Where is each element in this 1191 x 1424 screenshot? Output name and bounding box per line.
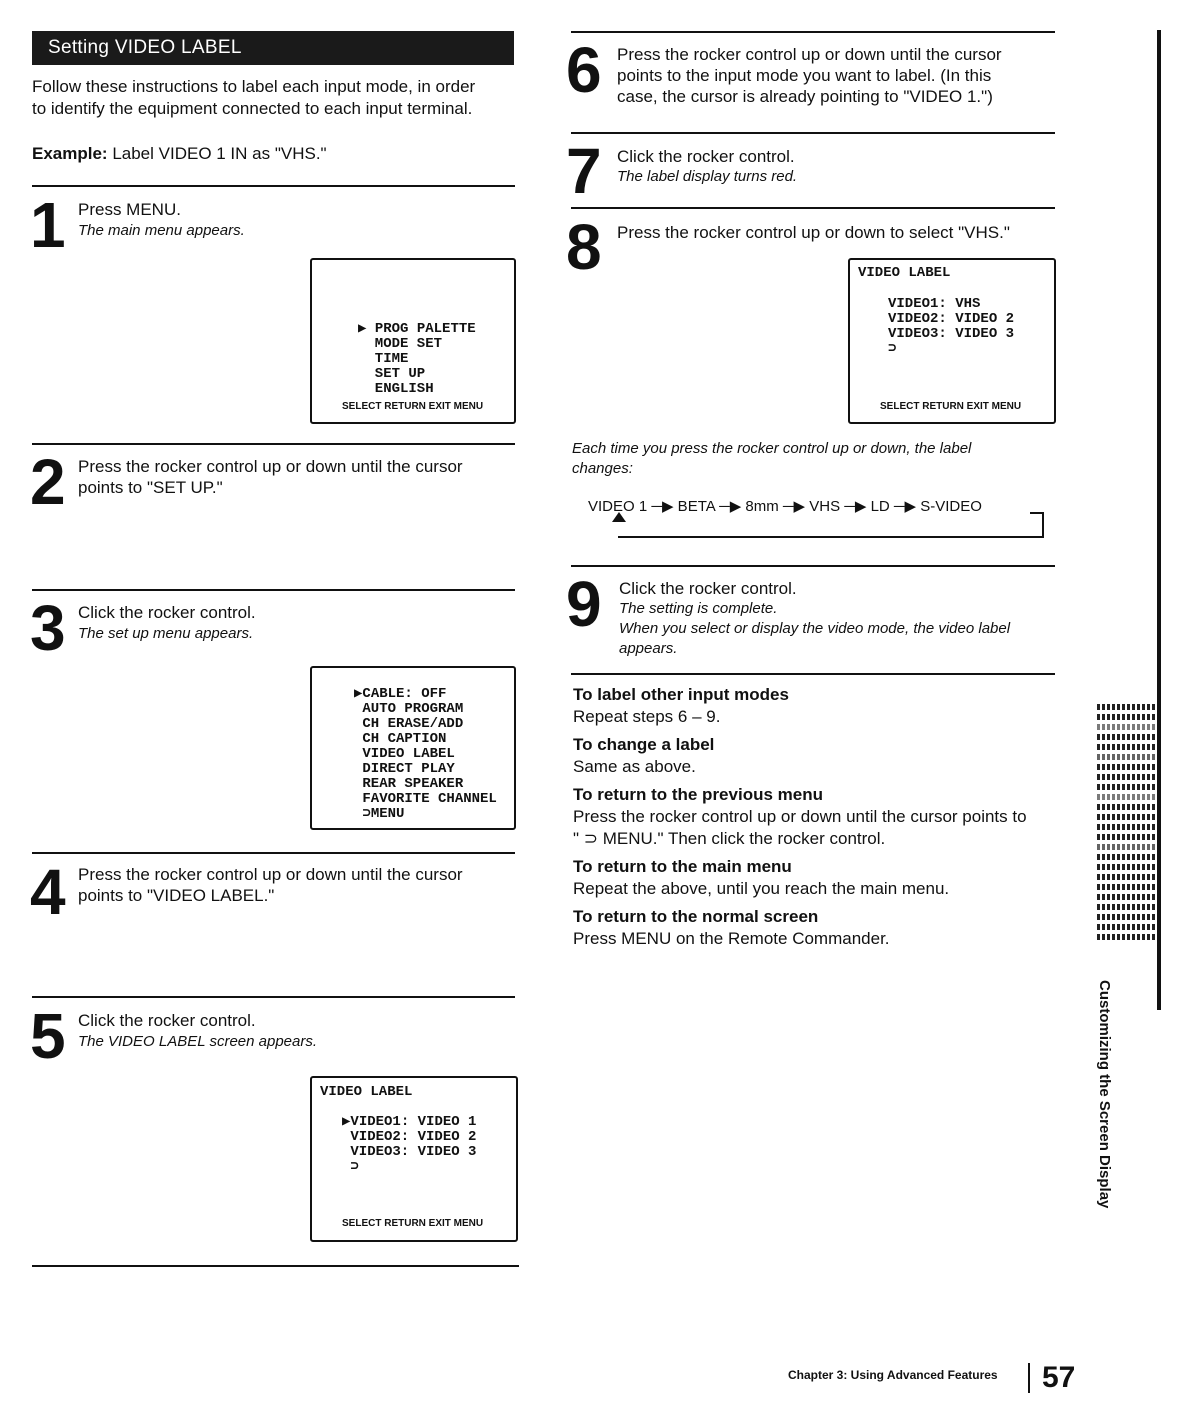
step-text: Press the rocker control up or down until the cursor points to "SET UP." <box>78 457 463 497</box>
step-number: 9 <box>566 568 600 640</box>
intro-text: Follow these instructions to label each input mode, in order to identify the equipment connected to each input terminal. <box>32 77 476 118</box>
label-sequence: VIDEO 1 ─▶ BETA ─▶ 8mm ─▶ VHS ─▶ LD ─▶ S-VIDEO <box>588 498 982 515</box>
step-text: Press the rocker control up or down until the cursor points to "VIDEO LABEL." <box>78 865 463 905</box>
step-number: 5 <box>30 1000 64 1072</box>
step-text: Press the rocker control up or down to select "VHS." <box>617 223 1010 242</box>
setup-menu-screen: ▶CABLE: OFF AUTO PROGRAM CH ERASE/ADD CH CAPTION VIDEO LABEL DIRECT PLAY REAR SPEAKER FAVORITE CHANNEL ⊃MENU <box>310 666 516 830</box>
chapter-label: Chapter 3: Using Advanced Features <box>788 1368 998 1382</box>
divider <box>571 207 1055 209</box>
step-text: Click the rocker control. <box>617 147 795 166</box>
step-text: Click the rocker control. <box>619 579 797 598</box>
side-tab-pattern <box>1097 700 1157 970</box>
step-text: Click the rocker control. <box>78 1011 256 1030</box>
example: Example: Label VIDEO 1 IN as "VHS." <box>32 144 327 163</box>
step-number: 6 <box>566 34 600 106</box>
step-number: 1 <box>30 189 64 261</box>
divider <box>571 132 1055 134</box>
divider <box>571 673 1055 675</box>
divider <box>571 565 1055 567</box>
step-number: 3 <box>30 592 64 664</box>
step-number: 4 <box>30 856 64 928</box>
video-label-screen: VIDEO LABEL ▶VIDEO1: VIDEO 1 VIDEO2: VIDEO 2 VIDEO3: VIDEO 3 ⊃ SELECT RETURN EXIT MENU <box>310 1076 518 1242</box>
step-number: 8 <box>566 211 600 283</box>
divider <box>32 852 515 854</box>
step-note: The main menu appears. <box>78 222 245 239</box>
step-number: 2 <box>30 446 64 518</box>
side-tab-label: Customizing the Screen Display <box>1096 980 1113 1209</box>
step-note: The setting is complete. When you select or display the video mode, the video label appears. <box>619 600 1011 657</box>
divider <box>32 443 515 445</box>
divider <box>32 996 515 998</box>
side-rule <box>1157 30 1161 1010</box>
section-title: Setting VIDEO LABEL <box>32 31 514 65</box>
main-menu-screen: ▶ PROG PALETTE MODE SET TIME SET UP ENGLISH SELECT RETURN EXIT MENU <box>310 258 516 424</box>
divider <box>32 185 515 187</box>
divider <box>571 31 1055 33</box>
video-label-screen-vhs: VIDEO LABEL VIDEO1: VHS VIDEO2: VIDEO 2 VIDEO3: VIDEO 3 ⊃ SELECT RETURN EXIT MENU <box>848 258 1056 424</box>
step-text: Click the rocker control. <box>78 603 256 622</box>
step-text: Press MENU. <box>78 200 181 219</box>
divider <box>32 589 515 591</box>
page-number: 57 <box>1042 1361 1076 1394</box>
step-note: The VIDEO LABEL screen appears. <box>78 1033 318 1050</box>
tips: To label other input modes Repeat steps 6 – 9. To change a label Same as above. To return to the previous menu Press the rocker control up or down until the cursor points to " ⊃ MENU." Then click the rocker control. To return to the main menu Repeat the above, until you reach the main menu. To return to the normal screen Press MENU on the Remote Commander. <box>573 685 1027 948</box>
step-note: The set up menu appears. <box>78 625 254 642</box>
step-text: Press the rocker control up or down until the cursor points to the input mode you want to label. (In this case, the cursor is already pointing to "VIDEO 1.") <box>617 45 1002 106</box>
loop-arrow-head <box>612 512 626 522</box>
step-note: The label display turns red. <box>617 168 798 185</box>
step-number: 7 <box>566 135 600 207</box>
footer-divider <box>1028 1363 1030 1393</box>
sequence-loop-arrow <box>618 514 1044 538</box>
divider <box>32 1265 519 1267</box>
each-time-note: Each time you press the rocker control up or down, the label changes: <box>572 440 972 477</box>
